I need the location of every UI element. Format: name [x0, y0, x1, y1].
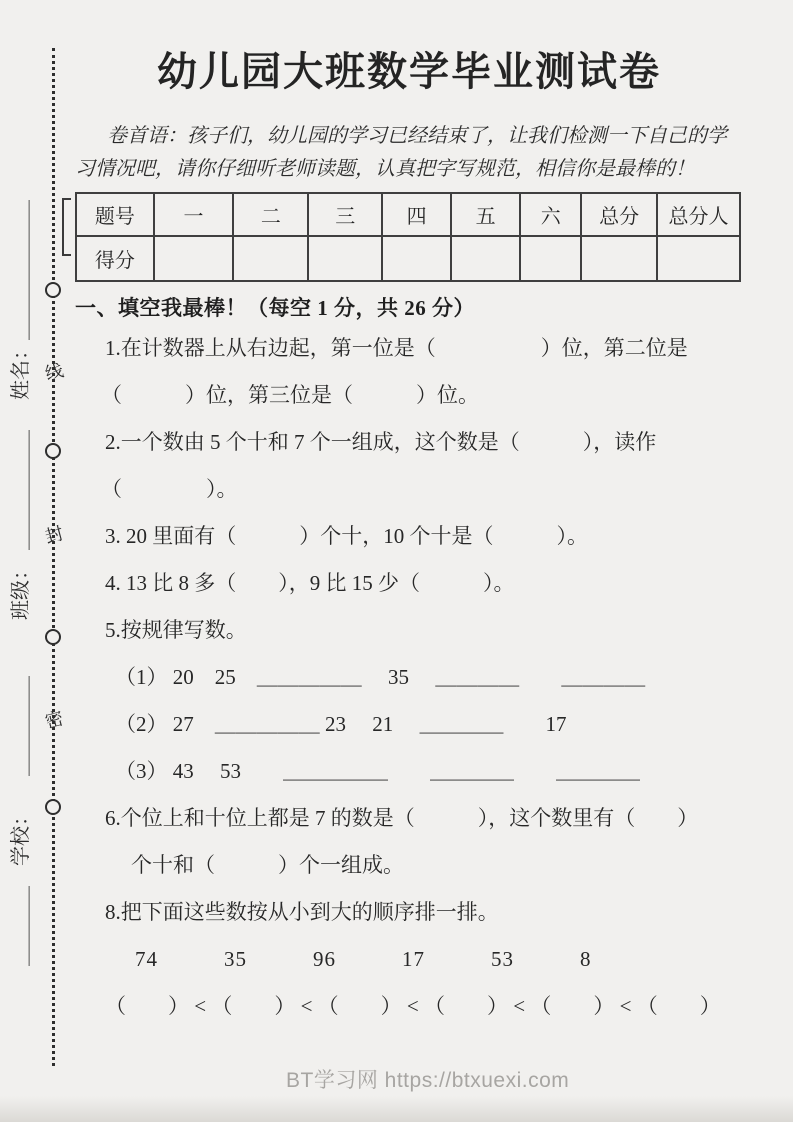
score-cell — [520, 236, 581, 281]
question-8-stem: 8.把下面这些数按从小到大的顺序排一排。 — [105, 900, 499, 924]
page-title: 幼儿园大班数学毕业测试卷 — [157, 49, 661, 94]
question-1-line-1: 1.在计数器上从右边起，第一位是（ ）位，第二位是 — [105, 336, 688, 360]
exam-paper — [75, 0, 743, 1030]
score-header-cell: 六 — [520, 193, 581, 236]
section1-questions — [75, 325, 743, 1030]
seal-char-mi: 密 — [42, 707, 66, 732]
question-5-item-3: （3） 43 53 ＿＿＿＿＿ ＿＿＿＿ ＿＿＿＿ — [115, 759, 640, 783]
score-header-cell: 四 — [382, 193, 451, 236]
seal-dotted-line — [52, 48, 55, 1066]
question-2-line-1: 2.一个数由 5 个十和 7 个一组成，这个数是（ ），读作 — [105, 430, 657, 454]
question-5-item-2: （2） 27 ＿＿＿＿＿ 23 21 ＿＿＿＿ 17 — [115, 712, 567, 736]
seal-char-feng: 封 — [42, 522, 66, 547]
student-name-field: 姓名：＿＿＿＿＿＿＿ — [10, 200, 32, 400]
section1-heading: 一、填空我最棒！（每空 1 分，共 26 分） — [75, 296, 475, 320]
question-5-stem: 5.按规律写数。 — [105, 618, 247, 642]
question-5-item-1: （1） 20 25 ＿＿＿＿＿ 35 ＿＿＿＿ ＿＿＿＿ — [115, 665, 646, 689]
score-header-cell: 二 — [233, 193, 308, 236]
score-header-cell: 总分人 — [657, 193, 740, 236]
question-8-answer-blanks: （ ） < （ ） < （ ） < （ ） < （ ） < （ ） — [105, 994, 721, 1018]
question-6-line-1: 6.个位上和十位上都是 7 的数是（ ），这个数里有（ ） — [105, 806, 699, 830]
student-class-field: 班级： ＿＿＿＿＿＿ — [10, 430, 32, 620]
exam-preface — [75, 120, 743, 186]
score-table-score-row — [76, 236, 740, 281]
question-4: 4. 13 比 8 多（ ），9 比 15 少（ ）。 — [105, 571, 515, 595]
score-table-header-row — [76, 193, 740, 236]
question-1-line-2: （ ）位，第三位是（ ）位。 — [101, 383, 479, 407]
score-header-cell: 三 — [308, 193, 382, 236]
preface-line-1: 卷首语：孩子们，幼儿园的学习已经结束了，让我们检测一下自己的学 — [107, 125, 727, 147]
score-cell — [382, 236, 451, 281]
question-3: 3. 20 里面有（ ）个十，10 个十是（ ）。 — [105, 524, 588, 548]
seal-circle — [45, 282, 61, 298]
seal-circle — [45, 799, 61, 815]
score-cell — [308, 236, 382, 281]
score-header-cell: 题号 — [76, 193, 154, 236]
question-2-line-2: （ ）。 — [101, 477, 238, 501]
table-left-bracket — [62, 198, 71, 256]
score-header-cell: 五 — [451, 193, 520, 236]
score-cell — [451, 236, 520, 281]
seal-circle — [45, 629, 61, 645]
score-table — [75, 192, 741, 282]
score-cell — [233, 236, 308, 281]
score-cell — [154, 236, 234, 281]
student-school-field: ＿＿＿＿ 学校： ＿＿＿＿＿ — [10, 676, 32, 966]
question-8-numbers: 74 35 96 17 53 8 — [135, 947, 592, 971]
score-cell — [657, 236, 740, 281]
score-cell — [581, 236, 657, 281]
score-row-label: 得分 — [76, 236, 154, 281]
score-header-cell: 一 — [154, 193, 234, 236]
site-watermark: BT学习网 https://btxuexi.com — [286, 1069, 570, 1092]
seal-circle — [45, 443, 61, 459]
score-header-cell: 总分 — [581, 193, 657, 236]
seal-char-xian: 线 — [42, 359, 66, 384]
question-6-line-2: 个十和（ ）个一组成。 — [131, 853, 404, 877]
preface-line-2: 习情况吧，请你仔细听老师读题，认真把字写规范，相信你是最棒的！ — [75, 158, 695, 180]
